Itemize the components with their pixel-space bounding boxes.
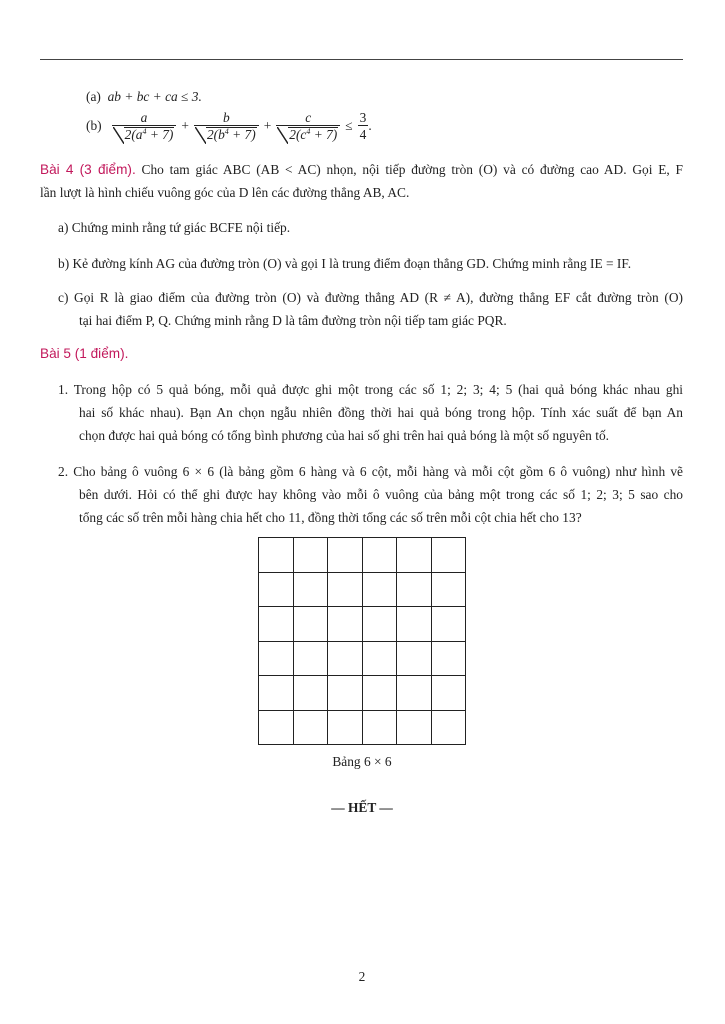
grid-cell — [362, 710, 397, 745]
grid-cell — [362, 641, 397, 676]
grid-cell — [293, 710, 328, 745]
grid-6x6 — [258, 537, 466, 745]
grid-cell — [362, 607, 397, 642]
grid-cell — [328, 572, 363, 607]
end-mark: — HẾT — — [331, 800, 393, 815]
plus-sign: + — [181, 118, 189, 133]
grid-cell — [431, 710, 466, 745]
fraction-num: c — [305, 109, 312, 125]
ineq-b — [86, 106, 372, 146]
fraction-b — [194, 110, 259, 143]
ineq-b-label: (b) — [86, 118, 102, 133]
grid-cell — [362, 538, 397, 573]
grid-cell — [397, 710, 432, 745]
grid-cell — [259, 538, 294, 573]
grid-cell — [431, 572, 466, 607]
bai5-p1-line2: hai số khác nhau). Bạn An chọn ngẫu nhiên đồng thời hai quả bóng trong hộp. Tính xác suất để bạn An — [79, 405, 683, 420]
fraction-rhs — [358, 109, 372, 143]
grid-cell — [328, 538, 363, 573]
grid-cell — [293, 607, 328, 642]
den-post: + 7) — [228, 126, 256, 142]
grid-cell — [293, 572, 328, 607]
fraction-num: b — [222, 109, 230, 125]
grid-cell — [397, 607, 432, 642]
fraction-num: a — [140, 109, 148, 125]
bai4-intro-line2: lần lượt là hình chiếu vuông góc của D lên các đường thẳng AB, AC. — [40, 185, 410, 200]
ineq-a-expr: ab + bc + ca ≤ 3. — [107, 89, 202, 104]
grid-cell — [362, 572, 397, 607]
period: . — [368, 118, 372, 133]
bai4-part-b: b) Kẻ đường kính AG của đường tròn (O) và gọi I là trung điểm đoạn thẳng GD. Chứng minh rằng IE = IF. — [58, 256, 632, 271]
bai4-part-c-line2: tại hai điểm P, Q. Chứng minh rằng D là tâm đường tròn nội tiếp tam giác PQR. — [79, 313, 507, 328]
grid-cell — [259, 710, 294, 745]
bai4-heading: Bài 4 (3 điểm). — [40, 162, 136, 177]
exponent: 4 — [142, 126, 147, 136]
grid-row — [259, 538, 466, 573]
bai5-heading: Bài 5 (1 điểm). — [40, 346, 129, 361]
den-post: + 7) — [310, 126, 338, 142]
grid-row — [259, 710, 466, 745]
ineq-a-label: (a) — [86, 89, 101, 104]
page-number: 2 — [358, 969, 366, 984]
bai4-part-a: a) Chứng minh rằng tứ giác BCFE nội tiếp. — [58, 220, 291, 235]
bai4-intro-line1: Cho tam giác ABC (AB < AC) nhọn, nội tiếp đường tròn (O) và có đường cao AD. Gọi E, F — [141, 162, 683, 177]
grid-cell — [259, 607, 294, 642]
grid-cell — [259, 572, 294, 607]
leq-sign: ≤ — [345, 118, 353, 133]
grid-row — [259, 676, 466, 711]
fraction-den: 4 — [359, 126, 367, 142]
grid-cell — [431, 538, 466, 573]
den-pre: 2(c — [289, 126, 307, 142]
exponent: 4 — [306, 126, 311, 136]
fraction-num: 3 — [359, 109, 367, 125]
grid-cell — [293, 641, 328, 676]
grid-cell — [328, 607, 363, 642]
bai5-p1-line3: chọn được hai quả bóng có tổng bình phương của hai số ghi trên hai quả bóng là một số nguyên tố. — [79, 428, 609, 443]
bai4-intro — [40, 162, 683, 178]
den-pre: 2(b — [206, 126, 225, 142]
grid-cell — [362, 676, 397, 711]
grid-cell — [397, 641, 432, 676]
sqrt — [206, 127, 257, 142]
grid-cell — [259, 641, 294, 676]
header-rule — [40, 59, 683, 60]
den-post: + 7) — [146, 126, 174, 142]
sqrt — [124, 127, 175, 142]
exponent: 4 — [224, 126, 229, 136]
fraction-c — [276, 110, 340, 143]
grid-cell — [397, 538, 432, 573]
grid-cell — [397, 572, 432, 607]
grid-cell — [328, 676, 363, 711]
fraction-a — [112, 110, 177, 143]
grid-cell — [397, 676, 432, 711]
grid-row — [259, 641, 466, 676]
bai5-p2-line2: bên dưới. Hỏi có thể ghi được hay không vào mỗi ô vuông của bảng một trong các số 1; 2; 3; 5 sao cho — [79, 487, 683, 502]
grid-cell — [431, 607, 466, 642]
bai5-p2-line3: tổng các số trên mỗi hàng chia hết cho 11, đồng thời tổng các số trên mỗi cột chia hết cho 13? — [79, 510, 582, 525]
ineq-a — [86, 89, 202, 105]
grid-cell — [328, 641, 363, 676]
grid-cell — [293, 676, 328, 711]
sqrt — [288, 127, 338, 142]
grid-row — [259, 572, 466, 607]
bai4-part-c-line1: c) Gọi R là giao điểm của đường tròn (O) và đường thẳng AD (R ≠ A), đường thẳng EF cắt đường tròn (O) — [58, 290, 683, 305]
grid-row — [259, 607, 466, 642]
grid-cell — [293, 538, 328, 573]
grid-cell — [328, 710, 363, 745]
bai5-p2-line1: 2. Cho bảng ô vuông 6 × 6 (là bảng gồm 6 hàng và 6 cột, mỗi hàng và mỗi cột gồm 6 ô vuông) như hình vẽ — [58, 464, 683, 479]
plus-sign: + — [263, 118, 272, 133]
grid-cell — [431, 676, 466, 711]
grid-cell — [431, 641, 466, 676]
bai5-p1-line1: 1. Trong hộp có 5 quả bóng, mỗi quả được ghi một trong các số 1; 2; 3; 4; 5 (hai quả bóng khác nhau ghi — [58, 382, 683, 397]
table-caption: Bảng 6 × 6 — [332, 754, 392, 769]
den-pre: 2(a — [124, 126, 143, 142]
grid-cell — [259, 676, 294, 711]
